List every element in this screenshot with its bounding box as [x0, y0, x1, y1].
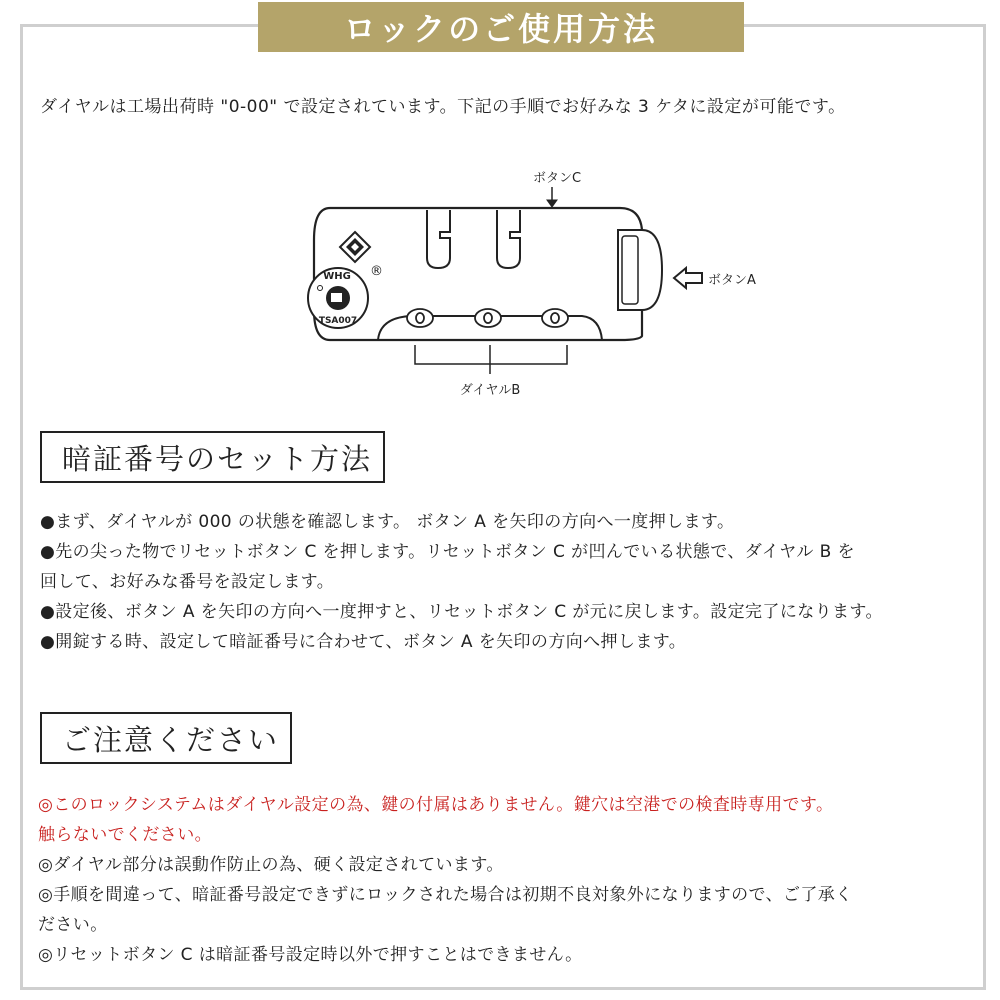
warning-line: ◎このロックシステムはダイヤル設定の為、鍵の付属はありません。鍵穴は空港での検査時専用です。: [38, 795, 834, 815]
page-title: ロックのご使用方法: [258, 2, 744, 52]
tsa-seal-icon: [308, 268, 368, 328]
button-c-label: ボタンC: [532, 171, 582, 186]
note-line: ◎ダイヤル部分は誤動作防止の為、硬く設定されています。: [38, 855, 504, 875]
lock-diagram: [300, 160, 780, 410]
dial-b-label: ダイヤルB: [459, 383, 521, 398]
warning-line: 触らないでください。: [38, 825, 212, 845]
intro-text: ダイヤルは工場出荷時 "0-00" で設定されています。下記の手順でお好みな 3 ケタに設定が可能です。: [40, 97, 846, 117]
instruction-line: ●設定後、ボタン A を矢印の方向へ一度押すと、リセットボタン C が元に戻します。設定完了になります。: [40, 602, 883, 622]
dial-3: [542, 309, 568, 327]
button-c-arrow-icon: [547, 187, 557, 207]
section-heading-set-code: 暗証番号のセット方法: [40, 431, 385, 483]
button-a: [618, 230, 662, 310]
dial-1: [407, 309, 433, 327]
note-line: ◎リセットボタン C は暗証番号設定時以外で押すことはできません。: [38, 945, 583, 965]
caution-notes: [38, 790, 978, 970]
button-a-arrow-icon: [674, 268, 702, 288]
dial-bracket: [415, 345, 567, 374]
dial-2: [475, 309, 501, 327]
button-a-label: ボタンA: [708, 273, 756, 288]
instruction-line: 回して、お好みな番号を設定します。: [40, 572, 335, 592]
seal-bottom-text: TSA007: [318, 316, 358, 326]
setup-instructions: [40, 507, 980, 657]
instruction-line: ●開錠する時、設定して暗証番号に合わせて、ボタン A を矢印の方向へ押します。: [40, 632, 687, 652]
section-heading-caution: ご注意ください: [40, 712, 292, 764]
note-line: ださい。: [38, 915, 108, 935]
note-line: ◎手順を間違って、暗証番号設定できずにロックされた場合は初期不良対象外になりますので、ご了承く: [38, 885, 853, 905]
instruction-line: ●まず、ダイヤルが 000 の状態を確認します。 ボタン A を矢印の方向へ一度押します。: [40, 512, 735, 532]
instruction-line: ●先の尖った物でリセットボタン C を押します。リセットボタン C が凹んでいる状態で、ダイヤル B を: [40, 542, 855, 562]
registered-mark: ®: [370, 264, 383, 279]
seal-top-text: WHG: [323, 271, 351, 282]
